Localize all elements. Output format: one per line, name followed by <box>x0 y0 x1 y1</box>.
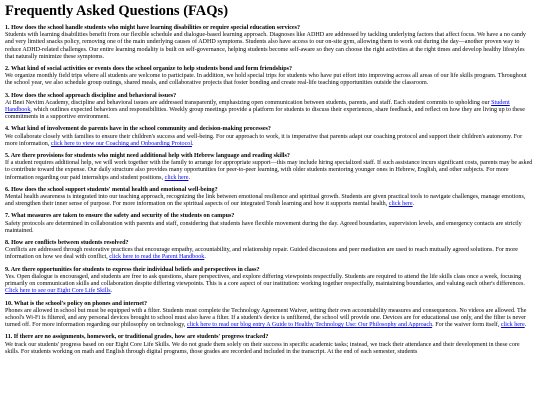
faq-answer: We track our students' progress based on our Eight Core Life Skills. We do not grade them solely on their success in specific academic tasks; instead, we track their attendance and their development in these core skills. For students working on math and English through digital programs, those grades are recorded and included in the transcript. At the end of each semester, students <box>5 341 520 355</box>
faq-answer <box>5 100 535 122</box>
parent-handbook-link[interactable]: click here to read the Parent Handbook <box>109 254 205 261</box>
faq-question: 11. If there are no assignments, homework, or traditional grades, how are students' progress tracked? <box>5 334 269 341</box>
faq-question: 2. What kind of social activities or events does the school organize to help students bond and form friendships? <box>5 66 293 73</box>
faq-question: 1. How does the school handle students who might have learning disabilities or require special education services? <box>5 25 301 31</box>
faq-answer <box>5 274 535 296</box>
answer-text: . <box>110 288 113 295</box>
faq-question: 9. Are there opportunities for students to express their individual beliefs and perspectives in class? <box>5 266 260 273</box>
faq-item-5 <box>5 153 535 182</box>
answer-text: . <box>204 254 206 261</box>
faq-answer <box>5 160 535 182</box>
answer-text: . <box>412 201 415 208</box>
page-title: Frequently Asked Questions (FAQs) <box>5 3 229 19</box>
answer-text: Conflicts are addressed through restorative practices that encourage empathy, accountability, and relationship repair. Guided discussions and peer mediation are used to reach mutually agreed solutions. For more information on how we deal with conflict, <box>5 247 518 261</box>
faq-answer <box>5 194 535 208</box>
faq-item-4 <box>5 126 535 148</box>
answer-text: Phones are allowed in school but must be equipped with a filter. Students must complete the Technology Agreement Waiver, setting their own accountability measures and consequences. No videos are allowed. The school's Wi-Fi is filtered, and any personal devices brought to school must also have a filter. If a student's device is unfiltered, the school will provide one. Devices are for educational use only, and the filter is never turned off. For more information regarding our philosophy on technology, <box>5 307 527 329</box>
faq-answer: We organize monthly field trips where all students are welcome to participate. In addition, we hold special trips for students who have put effort into improving across all areas of our life skills program. Throughout the school year, we also schedule group outings, shared meals, and collaborative projects that foster bonding and create real-life teaching opportunities outside the classroom. <box>5 73 527 87</box>
faq-question: 6. How does the school support students' mental health and emotional well-being? <box>5 186 218 193</box>
answer-text: . For the waiver form itself, <box>432 322 501 329</box>
answer-text: Mental health awareness is integrated into our teaching approach, recognizing the link between emotional resilience and spiritual growth. Students are given practical tools to navigate challenges, manage emotions, and strengthen their inner sense of purpose. For more information on the spiritual aspects of our integrated Torah learning and how it supports mental health, <box>5 194 526 208</box>
answer-text: Yes. Open dialogue is encouraged, and students are free to ask questions, share perspectives, and explore differing viewpoints respectfully. Students are required to attend the life skills class once a week, focusing primarily on communication skills and collaboration despite differing viewpoints. This is a core aspect of our institution: working together respectfully, maintaining boundaries, and valuing each other's differences. <box>5 273 525 288</box>
student-handbook-link[interactable]: Student Handbook <box>5 99 510 114</box>
answer-text: , which outlines expected behaviors and responsibilities. Weekly group meetings provide a platform for students to discuss their experiences, share feedback, and reflect on how they are living up to these commitments in a supportive environment. <box>5 107 525 121</box>
answer-text: We collaborate closely with families to ensure their children's success and well-being. For our approach to work, it is imperative that parents adapt our coaching protocol and support their children's autonomy. For more information, <box>5 133 523 147</box>
faq-question: 10. What is the school's policy on phones and internet? <box>5 300 148 307</box>
faq-item-11 <box>5 334 535 356</box>
internships-link[interactable]: click here <box>164 174 189 181</box>
faq-item-2 <box>5 66 535 88</box>
faq-question: 4. What kind of involvement do parents have in the school community and decision-making processes? <box>5 126 271 133</box>
faq-answer: Safety protocols are determined in collaboration with parents and staff, considering that students have flexible movement during the day. Agreed boundaries, supervision levels, and emergency contacts are strictly maintained. <box>5 220 522 234</box>
answer-text: At Bnei Neviim Academy, discipline and behavioral issues are addressed transparently, emphasizing open communication between students, parents, and staff. Each student commits to upholding our <box>5 99 492 106</box>
answer-text: If a student requires additional help, we will work together with the family to arrange for appropriate support—this may include hiring specialized staff. If such assistance incurs significant costs, parents may be asked to contribute toward the expense. Our daily structure also provides many opportunities for peer-to-peer learning, with older students mentoring younger ones in Hebrew, English, and other subjects. For more information regarding our paid internships and student positions, <box>5 160 533 181</box>
faq-item-3 <box>5 93 535 122</box>
faq-question: 3. How does the school approach discipline and behavioral issues? <box>5 92 177 99</box>
waiver-form-link[interactable]: click here <box>500 322 525 329</box>
answer-text: . <box>192 140 194 147</box>
core-life-skills-link[interactable]: Click here to see our Eight Core Life Skills <box>5 288 111 295</box>
answer-text: . <box>524 322 527 329</box>
faq-item-7 <box>5 213 535 235</box>
faq-item-8 <box>5 240 535 262</box>
faq-item-10 <box>5 301 535 330</box>
faq-item-6 <box>5 187 535 209</box>
faq-answer: Students with learning disabilities benefit from our flexible schedule and dialogue-based learning approach. Diagnoses like ADHD are addressed by tackling underlying factors that affect focus. We have a no candy and very limited snacks policy, removing one of the main underlying causes of ADHD symptoms. Students also have access to our on-site gym, allowing them to work out during the day—another proven way to reduce ADHD-related challenges. Our entire learning modality is built on self-governance, helping students become self-aware so they can choose the right activities at the right times and develop healthy lifestyles that naturally minimize these symptoms. <box>5 32 526 60</box>
faq-answer <box>5 308 535 330</box>
faq-question: 7. What measures are taken to ensure the safety and security of the students on campus? <box>5 213 235 220</box>
torah-learning-link[interactable]: click here <box>388 201 413 208</box>
coaching-protocol-link[interactable]: click here to view our Coaching and Onboarding Protocol <box>50 140 193 147</box>
faq-answer <box>5 134 535 148</box>
faq-item-1 <box>5 25 535 61</box>
faq-question: 8. How are conflicts between students resolved? <box>5 240 129 247</box>
faq-question: 5. Are there provisions for students who might need additional help with Hebrew language and reading skills? <box>5 153 290 160</box>
technology-blog-link[interactable]: click here to read our blog entry A Guide to Healthy Technology Use: Our Philosophy and Approach <box>186 322 433 329</box>
answer-text: . <box>188 174 190 181</box>
faq-item-9 <box>5 267 535 296</box>
faq-answer <box>5 247 535 261</box>
